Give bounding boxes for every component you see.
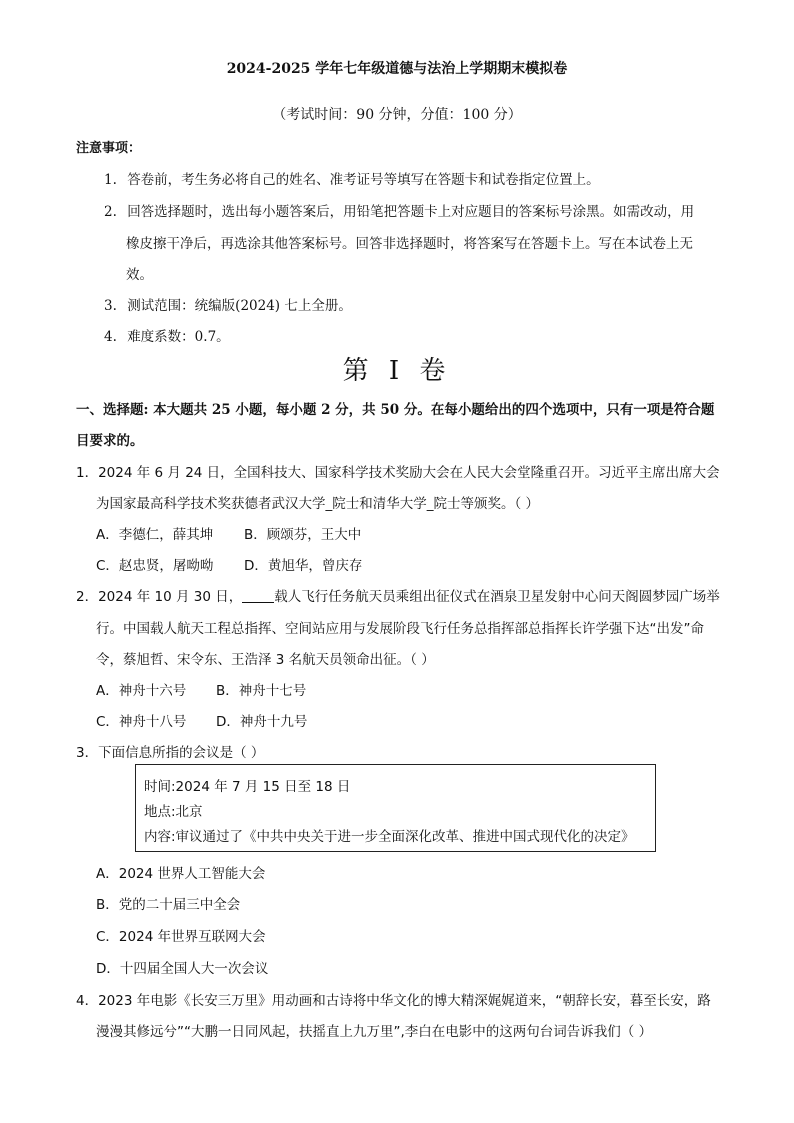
note-2-line-2: 橡皮擦干净后，再选涂其他答案标号。回答非选择题时，将答案写在答题卡上。写在本试卷上无 — [126, 236, 693, 252]
question-1-stem: 1．2024 年 6 月 24 日，全国科技大、国家科学技术奖励大会在人民大会堂隆重召开。习近平主席出席大会 — [76, 465, 720, 481]
question-1-option-c: C．赵忠贤，屠呦呦 — [96, 558, 214, 574]
notes-heading: 注意事项： — [76, 141, 142, 156]
question-3-option-d: D．十四届全国人大一次会议 — [96, 961, 269, 977]
note-1 — [104, 168, 600, 188]
note-number: 1. — [104, 172, 117, 188]
question-2-stem-prefix: 2．2024 年 10 月 30 日， — [76, 589, 243, 605]
section-description-line-2: 目要求的。 — [76, 433, 144, 449]
note-3 — [104, 294, 352, 314]
question-4-stem-line-2: 漫漫其修远兮”“大鹏一日同风起，扶摇直上九万里”,李白在电影中的这两句台词告诉我们（ ） — [96, 1024, 653, 1040]
info-box-time: 时间:2024 年 7 月 15 日至 18 日 — [144, 779, 351, 795]
info-box-location: 地点:北京 — [144, 804, 203, 820]
info-box-content: 内容:审议通过了《中共中央关于进一步全面深化改革、推进中国式现代化的决定》 — [144, 829, 635, 845]
answer-blank — [242, 590, 274, 603]
question-3-option-c: C．2024 年世界互联网大会 — [96, 929, 266, 945]
question-1-option-a: A．李德仁，薛其坤 — [96, 527, 214, 543]
note-number: 2. — [104, 204, 117, 220]
note-text: 难度系数：0.7。 — [127, 329, 230, 345]
question-2-option-c: C．神舟十八号 — [96, 714, 187, 730]
question-1-stem-line-2: 为国家最高科学技术奖获德者武汉大学_院士和清华大学_院士等颁奖。（ ） — [96, 496, 540, 512]
note-text: 测试范围：统编版(2024) 七上全册。 — [127, 298, 352, 314]
question-3-option-a: A．2024 世界人工智能大会 — [96, 866, 266, 882]
note-4 — [104, 325, 230, 345]
exam-subtitle: （考试时间：90 分钟，分值：100 分） — [272, 107, 522, 123]
question-2-stem — [76, 585, 720, 605]
question-1-option-d: D．黄旭华，曾庆存 — [244, 558, 363, 574]
note-2 — [104, 200, 694, 220]
note-number: 3. — [104, 298, 117, 314]
note-2-line-3: 效。 — [126, 267, 153, 283]
section-title: 第 I 卷 — [342, 356, 452, 386]
question-2-stem-suffix: 载人飞行任务航天员乘组出征仪式在酒泉卫星发射中心问天阁圆梦园广场举 — [274, 589, 720, 605]
question-2-stem-line-3: 令，蔡旭哲、宋令东、王浩泽 3 名航天员领命出征。（ ） — [96, 652, 435, 668]
note-text: 答卷前，考生务必将自己的姓名、准考证号等填写在答题卡和试卷指定位置上。 — [127, 172, 600, 188]
question-3-stem: 3．下面信息所指的会议是（ ） — [76, 745, 265, 761]
note-number: 4. — [104, 329, 117, 345]
question-4-stem: 4．2023 年电影《长安三万里》用动画和古诗将中华文化的博大精深娓娓道来，“朝辞长安，暮至长安，路 — [76, 993, 711, 1009]
question-2-stem-line-2: 行。中国载人航天工程总指挥、空间站应用与发展阶段飞行任务总指挥部总指挥长许学强下达“出发”命 — [96, 621, 704, 637]
question-3-option-b: B．党的二十届三中全会 — [96, 897, 241, 913]
question-2-option-b: B．神舟十七号 — [216, 683, 307, 699]
exam-title: 2024-2025 学年七年级道德与法治上学期期末模拟卷 — [226, 61, 568, 77]
question-1-option-b: B．顾颂芬，王大中 — [244, 527, 362, 543]
section-description: 一、选择题: 本大题共 25 小题，每小题 2 分，共 50 分。在每小题给出的四个选项中，只有一项是符合题 — [76, 402, 715, 418]
question-2-option-d: D．神舟十九号 — [216, 714, 308, 730]
question-2-option-a: A．神舟十六号 — [96, 683, 187, 699]
note-text: 回答选择题时，选出每小题答案后，用铅笔把答题卡上对应题目的答案标号涂黑。如需改动，用 — [127, 204, 695, 220]
question-3-info-box — [135, 764, 656, 852]
